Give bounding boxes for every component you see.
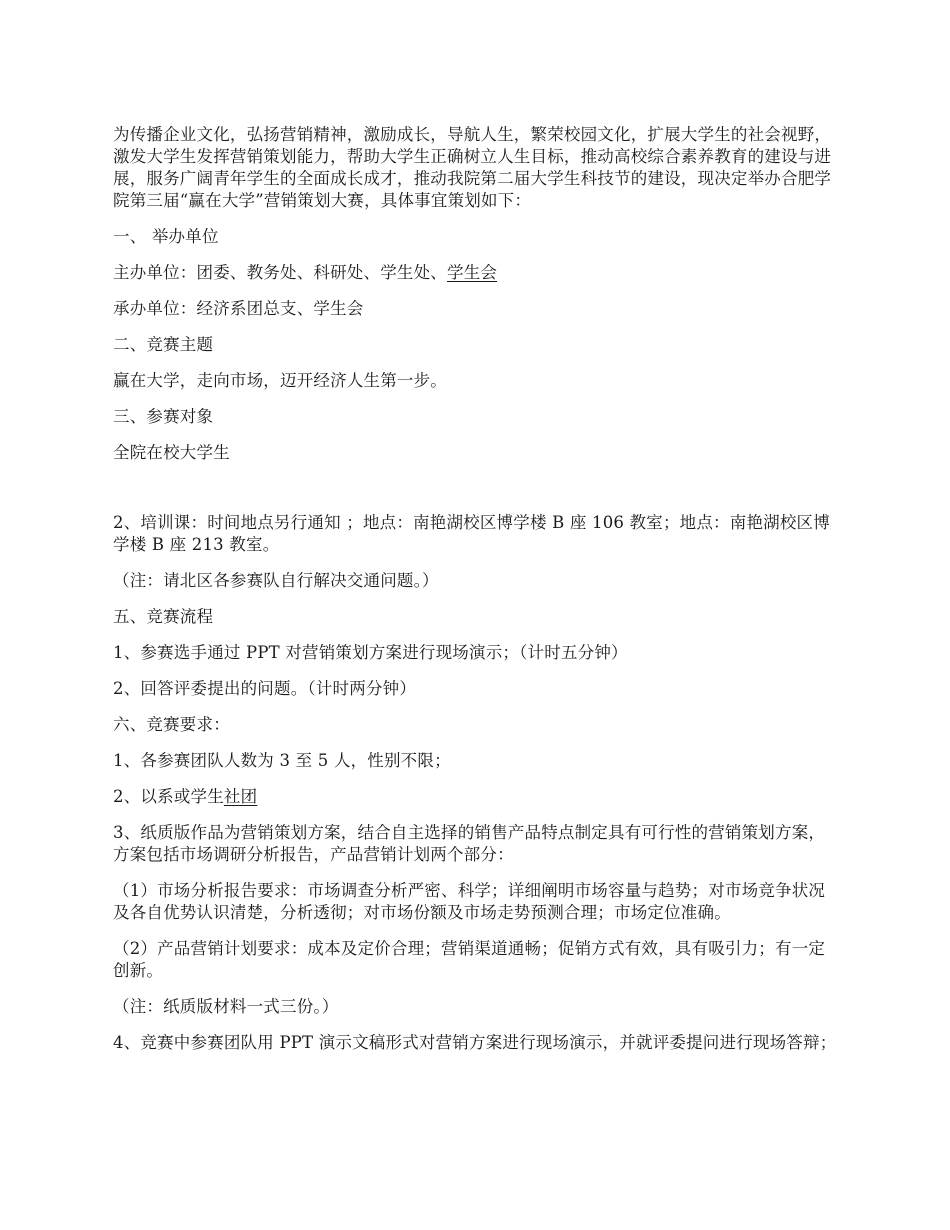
- process-item-2: 2、回答评委提出的问题。（计时两分钟）: [113, 679, 417, 698]
- organizer-line: [113, 262, 841, 284]
- requirement-item-3-2: （2）产品营销计划要求：成本及定价合理；营销渠道通畅；促销方式有效，具有吸引力；有一定创新。: [113, 939, 826, 980]
- co-organizer-line: 承办单位：经济系团总支、学生会: [113, 299, 364, 318]
- requirement-item-1: 1、各参赛团队人数为 3 至 5 人，性别不限；: [113, 751, 451, 770]
- intro-paragraph: 为传播企业文化，弘扬营销精神，激励成长，导航人生，繁荣校园文化，扩展大学生的社会视野，激发大学生发挥营销策划能力，帮助大学生正确树立人生目标，推动高校综合素养教育的建设与进展，服务广阔青年学生的全面成长成才，推动我院第二届大学生科技节的建设，现决定举办合肥学院第三届“赢在大学”营销策划大赛，具体事宜策划如下：: [113, 125, 832, 210]
- section-heading-theme: 二、竞赛主题: [113, 335, 214, 354]
- requirement-item-3-1: （1）市场分析报告要求：市场调查分析严密、科学；详细阐明市场容量与趋势；对市场竞争状况及各自优势认识清楚，分析透彻；对市场份额及市场走势预测合理；市场定位准确。: [113, 881, 826, 922]
- requirement-item-4: 4、竞赛中参赛团队用 PPT 演示文稿形式对营销方案进行现场演示，并就评委提问进行现场答辩；: [113, 1033, 837, 1052]
- training-paragraph: 2、培训课：时间地点另行通知 ；地点：南艳湖校区博学楼 B 座 106 教室；地点：南艳湖校区博学楼 B 座 213 教室。: [113, 513, 830, 554]
- section-heading-participants: 三、参赛对象: [113, 407, 214, 426]
- paper-note: （注：纸质版材料一式三份。）: [113, 997, 339, 1016]
- document-page: [113, 124, 841, 1054]
- transport-note: （注：请北区各参赛队自行解决交通问题。）: [113, 571, 439, 590]
- requirement-item-3: 3、纸质版作品为营销策划方案，结合自主选择的销售产品特点制定具有可行性的营销策划方案，方案包括市场调研分析报告，产品营销计划两个部分：: [113, 823, 826, 864]
- section-heading-process: 五、竞赛流程: [113, 607, 214, 626]
- section-heading-requirements: 六、竞赛要求：: [113, 715, 230, 734]
- section-heading-organizers: 一、 举办单位: [113, 227, 219, 246]
- participants-text: 全院在校大学生: [113, 443, 230, 462]
- club-link[interactable]: 社团: [223, 787, 258, 806]
- requirement-2-text: 2、以系或学生: [113, 787, 224, 806]
- theme-text: 赢在大学，走向市场，迈开经济人生第一步。: [113, 371, 447, 390]
- requirement-item-2: [113, 786, 841, 808]
- process-item-1: 1、参赛选手通过 PPT 对营销策划方案进行现场演示；（计时五分钟）: [113, 643, 628, 662]
- organizer-text: 主办单位：团委、教务处、科研处、学生处、: [113, 263, 447, 282]
- student-union-link[interactable]: 学生会: [447, 263, 498, 282]
